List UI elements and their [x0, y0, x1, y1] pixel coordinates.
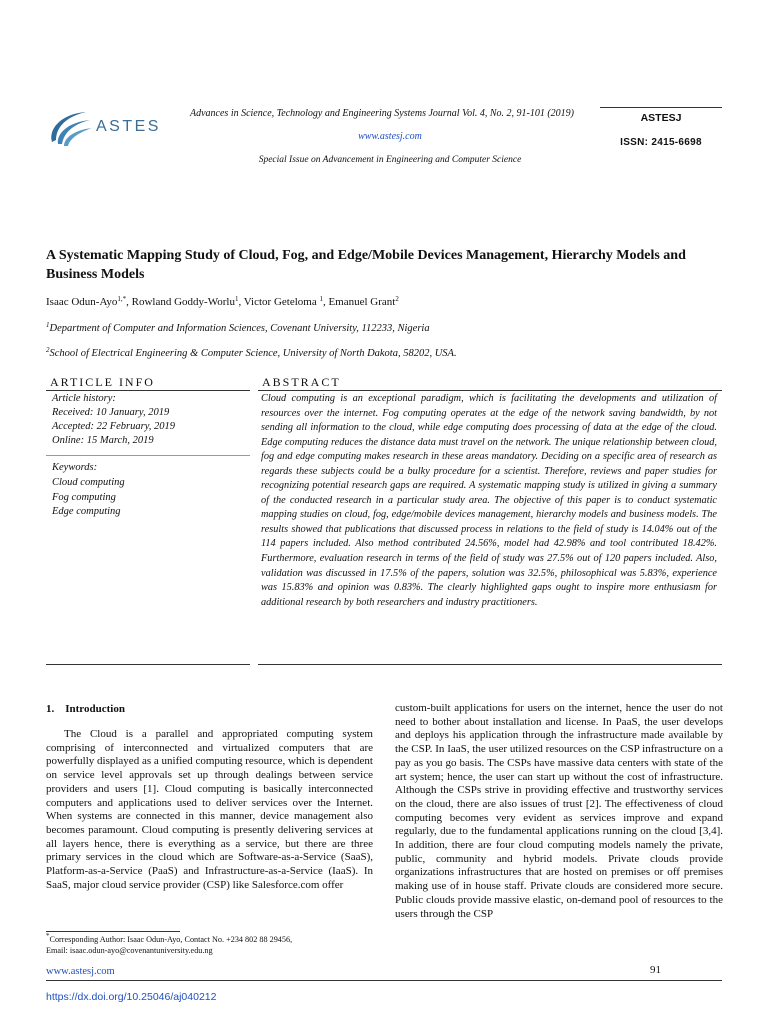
abstract-rule — [258, 390, 722, 391]
affiliation-text: Department of Computer and Information Sciences, Covenant University, 112233, Nigeria — [49, 323, 430, 334]
article-info-rule — [46, 390, 250, 391]
affiliation-sup: 2 — [46, 346, 50, 354]
author-name: Victor Geteloma — [243, 296, 320, 308]
author-sup: 1,* — [117, 295, 127, 303]
page-number: 91 — [650, 964, 661, 976]
keyword: Edge computing — [52, 506, 121, 518]
footnote-sup: * — [46, 932, 50, 940]
affiliation-text: School of Electrical Engineering & Computer Science, University of North Dakota, 58202, USA. — [49, 348, 457, 359]
affiliation-1 — [46, 323, 726, 334]
footnote-line-2: Email: isaac.odun-ayo@covenantuniversity.edu.ng — [46, 946, 213, 955]
author-list — [46, 296, 726, 308]
footer-rule — [46, 980, 722, 981]
author-sup: 1 — [319, 295, 323, 303]
corresponding-author-footnote — [46, 934, 376, 956]
keywords-block — [52, 461, 252, 520]
abstract-text: Cloud computing is an exceptional paradigm, which is facilitating the developments and utilization of resources over the internet. Fog computing operates at the edge of the network saving bandwidth, by not sending all information to the cloud, while edge computing does processing of data at the edge of the cloud. Edge computing reduces the distance data must travel on the network. The unique relationship between cloud, fog and edge computing makes research in these areas mandatory. Deciding on a specific area of research as regards these subjects could be a bulky procedure for a scientist. Therefore, reviews and paper studies for recognizing potential research gaps are required. A systematic mapping study is utilized in giving a summary of the conducted research in a particular study area. The objective of this paper is to conduct systematic mapping studies on cloud, fog, edge/mobile devices management, hierarchy models and business models. The results showed that publications that discussed process in relations to the field of study is 14.04% out of the 114 papers included. Also method contributed 24.56%, model had 42.98% and tool contributed 18.42%. Furthermore, evaluation research in terms of the field of study was 27.5% out of 120 papers included. Also, validation was discussed in 17.5% of the papers, solution was 32.5%, philosophical was 5.83%, experience was 15.83% and opinion was 0.83%. The clearly highlighted gaps ought to inspire more enthusiasm for additional research by both researchers and industry practitioners. — [261, 393, 717, 608]
affiliation-2 — [46, 348, 726, 359]
journal-line: Advances in Science, Technology and Engineering Systems Journal Vol. 4, No. 2, 91-101 (2019) — [190, 108, 575, 119]
paper-title: A Systematic Mapping Study of Cloud, Fog, and Edge/Mobile Devices Management, Hierarchy Models and Business Models — [46, 248, 686, 282]
introduction-heading: 1. Introduction — [46, 703, 125, 715]
author-name: Emanuel Grant — [328, 296, 396, 308]
astes-logo-icon — [46, 106, 94, 150]
article-history — [52, 392, 252, 448]
abstract-bottom-rule — [258, 664, 722, 665]
footnote-line-1 — [46, 934, 376, 945]
author-sup: 2 — [395, 295, 399, 303]
issn-label: ISSN: 2415-6698 — [620, 137, 702, 148]
body-column-left: The Cloud is a parallel and appropriated computing system comprising of interconnected and virtualized computers that are powerfully displayed as a unified computing resource, which is dependent on service level approvals set up through dealings between service providers and users [1]. Cloud computing is basically interconnected computers and applications used to deliver services over the Internet. When systems are connected in this manner, device management also becomes paramount. Cloud computing is presently delivering services at all layers hence, there is everything as a service, but there are three primary services in the cloud which are Software-as-a-Service (SaaS), Platform-as-a-Service (PaaS) and Infrastructure-as-a-Service (IaaS). In SaaS, major cloud service provider (CSP) like Salesforce.com offer — [46, 728, 373, 891]
author-sup: 1 — [234, 295, 239, 303]
received-date: Received: 10 January, 2019 — [52, 407, 170, 418]
author-sep: , — [322, 296, 329, 308]
online-date: Online: 15 March, 2019 — [52, 435, 154, 446]
keyword: Fog computing — [52, 491, 116, 503]
doi-link[interactable]: https://dx.doi.org/10.25046/aj040212 — [46, 991, 217, 1003]
author-sep: , — [126, 296, 132, 308]
footer-url-link[interactable]: www.astesj.com — [46, 966, 115, 977]
abstract-heading: ABSTRACT — [262, 375, 341, 389]
journal-url-link[interactable]: www.astesj.com — [358, 131, 422, 142]
header-divider — [600, 107, 722, 108]
journal-badge: ASTESJ — [640, 112, 682, 124]
keyword: Cloud computing — [52, 476, 125, 488]
accepted-date: Accepted: 22 February, 2019 — [52, 421, 176, 432]
body-column-right: custom-built applications for users on the internet, hence the user do not need to bother about installation and license. In PaaS, the user develops and deploys his application through the infrastructure made available by the CSP. In IaaS, the user utilized resources on the CSP infrastructure on a pay as you go basis. The CSPs have massive data centers with state of the art system; hence, the user can start up without the cost of infrastructure. Although the CSPs strive in providing effective and trustworthy services on the cloud, there are also issues of trust [2]. The effectiveness of cloud computing becomes very evident as services improve and expand regularly, due to the fundamental applications running on the cloud [3,4]. In addition, there are four cloud computing models namely the private, public, community and hybrid models. Private clouds provide organizations infrastructures that are hosted on premises or off premises making use of in house staff. Private clouds are considered more secure. Public clouds provide massive elastic, on-demand pool of resources to the users through the CSP — [395, 702, 723, 920]
affiliation-sup: 1 — [46, 321, 50, 329]
keywords-label: Keywords: — [52, 462, 98, 473]
article-info-heading: ARTICLE INFO — [50, 375, 155, 389]
history-label: Article history: — [52, 393, 116, 404]
special-issue-line: Special Issue on Advancement in Engineering and Computer Science — [258, 155, 522, 165]
author-name: Isaac Odun-Ayo — [46, 296, 118, 308]
article-info-bottom-rule — [46, 664, 250, 665]
author-name: Rowland Goddy-Worlu — [131, 296, 235, 308]
footnote-contact: Corresponding Author: Isaac Odun-Ayo, Contact No. +234 802 88 29456, — [49, 935, 293, 944]
author-sep: , — [238, 296, 244, 308]
logo-text: ASTES — [96, 118, 161, 135]
footnote-rule — [46, 931, 180, 932]
history-divider — [46, 455, 250, 456]
